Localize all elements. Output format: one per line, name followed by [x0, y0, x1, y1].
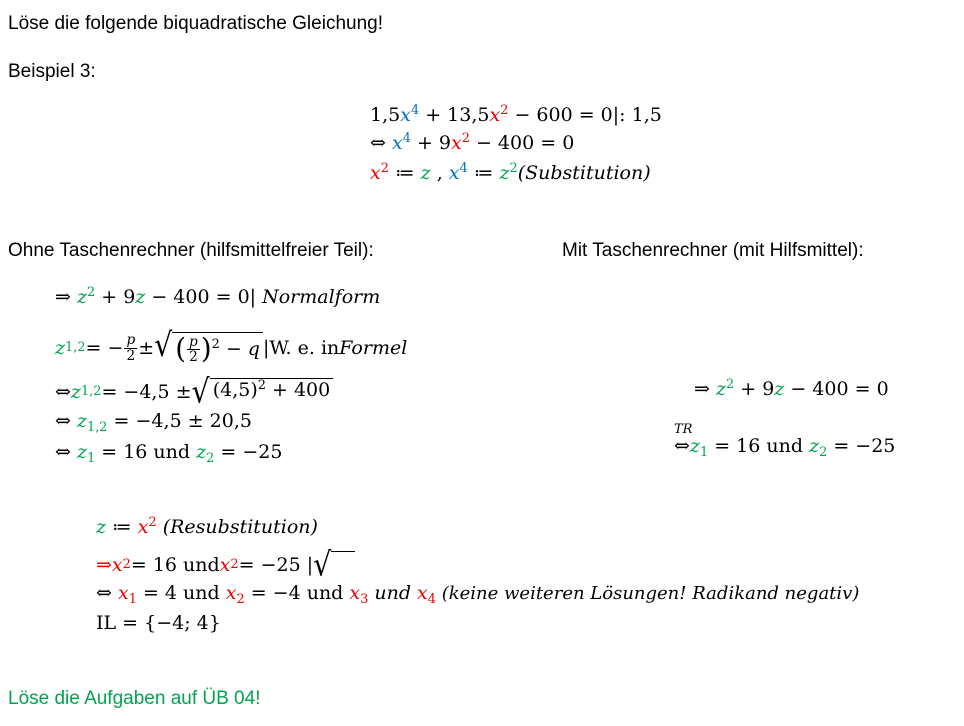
variable-z: z	[55, 336, 66, 359]
exponent: 2	[461, 130, 470, 146]
implies-arrow: ⇒	[55, 286, 77, 308]
term: − 600 = 0|: 1,5	[508, 104, 662, 126]
coefficient: 1,5	[370, 104, 401, 126]
implies-arrow: ⇒	[96, 553, 112, 576]
term: − 400 = 0	[469, 132, 575, 154]
variable-x: x	[451, 132, 462, 154]
term: = 16 und	[708, 435, 810, 457]
exponent: 2	[257, 377, 266, 393]
variable-x: x	[391, 132, 403, 154]
exponent: 2	[500, 102, 509, 118]
variable-x: x	[111, 553, 123, 576]
variable-z: z	[76, 286, 87, 308]
assign-symbol: ≔	[467, 162, 500, 184]
term: − 400 = 0	[784, 378, 889, 400]
implies-arrow: ⇒	[694, 378, 716, 400]
radicand	[331, 551, 355, 580]
term: = −4,5 ± 20,5	[107, 410, 252, 432]
note-prefix: |W. e. in	[262, 336, 340, 359]
subscript: 1	[86, 450, 96, 466]
term: = −4,5 ±	[101, 380, 192, 403]
term: − q	[219, 337, 260, 360]
variable-z: z	[715, 378, 726, 400]
exponent: 2	[725, 376, 735, 392]
variable-x: x	[448, 162, 460, 184]
left-column-header: Ohne Taschenrechner (hilfsmittelfreier Teil):	[8, 240, 374, 261]
term: = −25	[827, 435, 896, 457]
exponent: 2	[211, 336, 220, 352]
fraction-numerator: p	[126, 332, 136, 349]
variable-z: z	[774, 378, 785, 400]
variable-x: x	[400, 104, 411, 126]
exponent: 4	[459, 160, 468, 176]
term: = −	[85, 336, 124, 359]
equivalence-arrow: ⇔	[674, 435, 690, 457]
term: = −25 |	[238, 553, 314, 576]
separator: ,	[430, 162, 449, 184]
solution-set: IL = {−4; 4}	[96, 612, 221, 634]
resub-line-solutions	[96, 582, 860, 607]
variable-z: z	[76, 441, 87, 463]
variable-x: x	[137, 516, 149, 538]
term: = 16 und	[95, 441, 197, 463]
right-column-header: Mit Taschenrechner (mit Hilfsmittel):	[562, 240, 864, 261]
variable-z: z	[135, 286, 146, 308]
fraction-denominator: 2	[126, 347, 136, 364]
right-line-equation	[694, 376, 889, 400]
variable-z: z	[96, 516, 107, 538]
exponent: 4	[402, 130, 411, 146]
left-line-normalform	[55, 284, 381, 308]
variable-z: z	[70, 380, 81, 403]
subscript: 1	[699, 444, 709, 460]
subscript: 2	[236, 591, 245, 607]
no-more-solutions-note: (keine weiteren Lösungen! Radikand negativ)	[435, 583, 860, 604]
term: = −4 und	[244, 582, 350, 604]
subscript: 4	[427, 591, 436, 607]
equivalence-arrow: ⇔	[55, 410, 77, 432]
exponent: 4	[410, 102, 420, 118]
equation-original	[370, 102, 662, 126]
left-line-pq-formula: z 1,2 = − $\frac{p}{2}$ ± √ ( $\frac{p}{2}$ )$^2$ − q |W. e. in Formel	[55, 325, 408, 365]
assign-symbol: ≔	[388, 162, 421, 184]
variable-x: x	[489, 104, 501, 126]
variable-z: z	[420, 162, 431, 184]
equivalence-arrow: ⇔	[55, 441, 77, 463]
variable-x: x	[349, 582, 361, 604]
radical-sign: √	[191, 372, 210, 411]
variable-z: z	[196, 441, 207, 463]
exponent: 2	[148, 514, 157, 530]
right-line-solutions	[674, 435, 896, 460]
plus-minus: ±	[138, 336, 155, 359]
resub-line-equations: ⇒ x 2 = 16 und x 2 = −25 | √	[96, 551, 355, 580]
square-root	[154, 325, 263, 365]
fraction	[124, 333, 137, 363]
subscript: 2	[206, 450, 215, 466]
variable-x: x	[117, 582, 129, 604]
substitution-line	[370, 160, 651, 184]
equivalence-arrow: ⇔	[55, 380, 71, 403]
term: = 4 und	[136, 582, 226, 604]
fraction-numerator: p	[189, 333, 198, 350]
equivalence-arrow: ⇔	[370, 132, 392, 154]
term: + 9	[95, 286, 136, 308]
term: + 13,5	[419, 104, 490, 126]
subscript: 2	[819, 444, 828, 460]
page-heading: Löse die folgende biquadratische Gleichung!	[8, 13, 383, 34]
left-line-simplified	[55, 410, 252, 435]
variable-z: z	[76, 410, 87, 432]
variable-x: x	[219, 553, 231, 576]
substitution-note: (Substitution)	[517, 162, 651, 184]
left-line-inserted: ⇔ z 1,2 = −4,5 ± √ $(4,5)^2 + 400$	[55, 378, 333, 407]
resub-line-definition	[96, 514, 318, 538]
variable-x: x	[370, 162, 381, 184]
term: und	[368, 582, 418, 604]
formel-note: Formel	[339, 336, 408, 359]
radical-sign: √	[154, 325, 173, 364]
exponent: 2	[86, 284, 96, 300]
example-label: Beispiel 3:	[8, 61, 96, 82]
radicand	[210, 378, 334, 407]
radicand: ( $\frac{p}{2}$ )$^2$ − q	[172, 332, 263, 365]
inner-fraction	[187, 335, 200, 365]
exponent: 2	[380, 160, 389, 176]
variable-x: x	[417, 582, 428, 604]
variable-x: x	[225, 582, 237, 604]
left-line-solutions	[55, 441, 283, 466]
term: + 400	[265, 379, 331, 401]
term: + 9	[734, 378, 775, 400]
variable-z: z	[809, 435, 820, 457]
term: = −25	[214, 441, 283, 463]
resubstitution-note: (Resubstitution)	[156, 516, 318, 538]
assign-symbol: ≔	[106, 516, 138, 538]
exponent: 2	[509, 160, 518, 176]
fraction-denominator: 2	[189, 349, 198, 365]
square-root-symbol	[313, 545, 355, 584]
subscript: 3	[360, 591, 369, 607]
variable-z: z	[689, 435, 700, 457]
radical-sign: √	[313, 545, 332, 584]
subscript: 1	[128, 591, 137, 607]
footer-instruction: Löse die Aufgaben auf ÜB 04!	[8, 688, 261, 709]
equation-normalized	[370, 130, 575, 154]
equivalence-arrow: ⇔	[96, 582, 118, 604]
variable-z: z	[499, 162, 510, 184]
subscript: 1,2	[86, 419, 108, 435]
tr-label: TR	[674, 422, 693, 437]
term: + 9	[410, 132, 451, 154]
term: = 16 und	[130, 553, 220, 576]
normalform-note: Normalform	[262, 286, 381, 308]
term: − 400 = 0|	[145, 286, 263, 308]
term: (4,5)	[212, 379, 258, 401]
